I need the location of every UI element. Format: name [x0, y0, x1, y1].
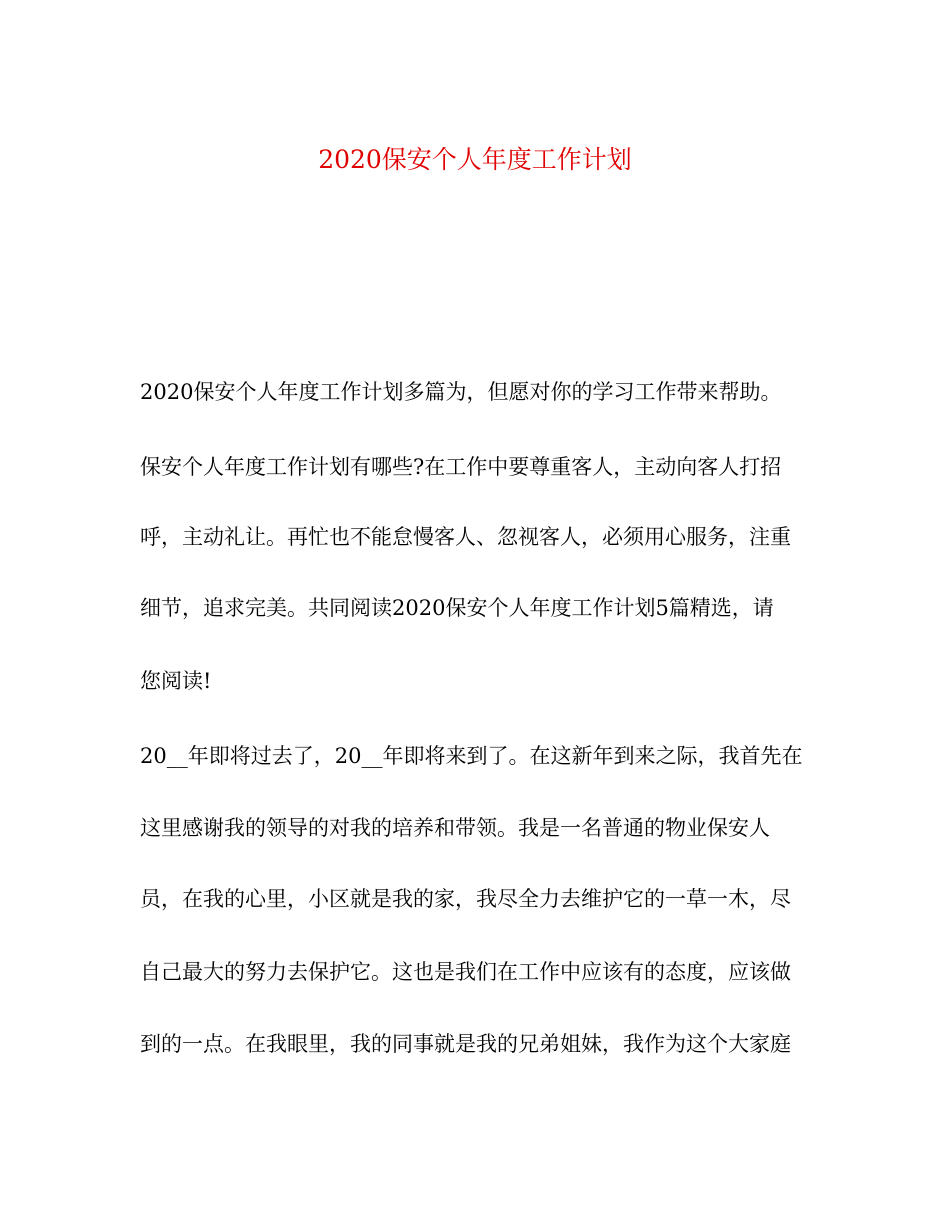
- body-line-4: 细节，追求完美。共同阅读2020保安个人年度工作计划5篇精选，请: [140, 596, 774, 620]
- body-line-8: 员，在我的心里，小区就是我的家，我尽全力去维护它的一草一木，尽: [140, 887, 791, 911]
- document-title: 2020保安个人年度工作计划: [318, 145, 632, 174]
- body-line-6: 20__年即将过去了，20__年即将来到了。在这新年到来之际，我首先在: [140, 744, 803, 768]
- body-line-5: 您阅读!: [140, 669, 212, 693]
- body-line-2: 保安个人年度工作计划有哪些?在工作中要尊重客人，主动向客人打招: [140, 455, 782, 479]
- body-line-9: 自己最大的努力去保护它。这也是我们在工作中应该有的态度，应该做: [140, 960, 791, 984]
- body-line-10: 到的一点。在我眼里，我的同事就是我的兄弟姐妹，我作为这个大家庭: [140, 1032, 791, 1056]
- body-line-3: 呼，主动礼让。再忙也不能怠慢客人、忽视客人，必须用心服务，注重: [140, 525, 791, 549]
- body-line-1: 2020保安个人年度工作计划多篇为，但愿对你的学习工作带来帮助。: [140, 380, 782, 404]
- body-line-7: 这里感谢我的领导的对我的培养和带领。我是一名普通的物业保安人: [140, 816, 770, 840]
